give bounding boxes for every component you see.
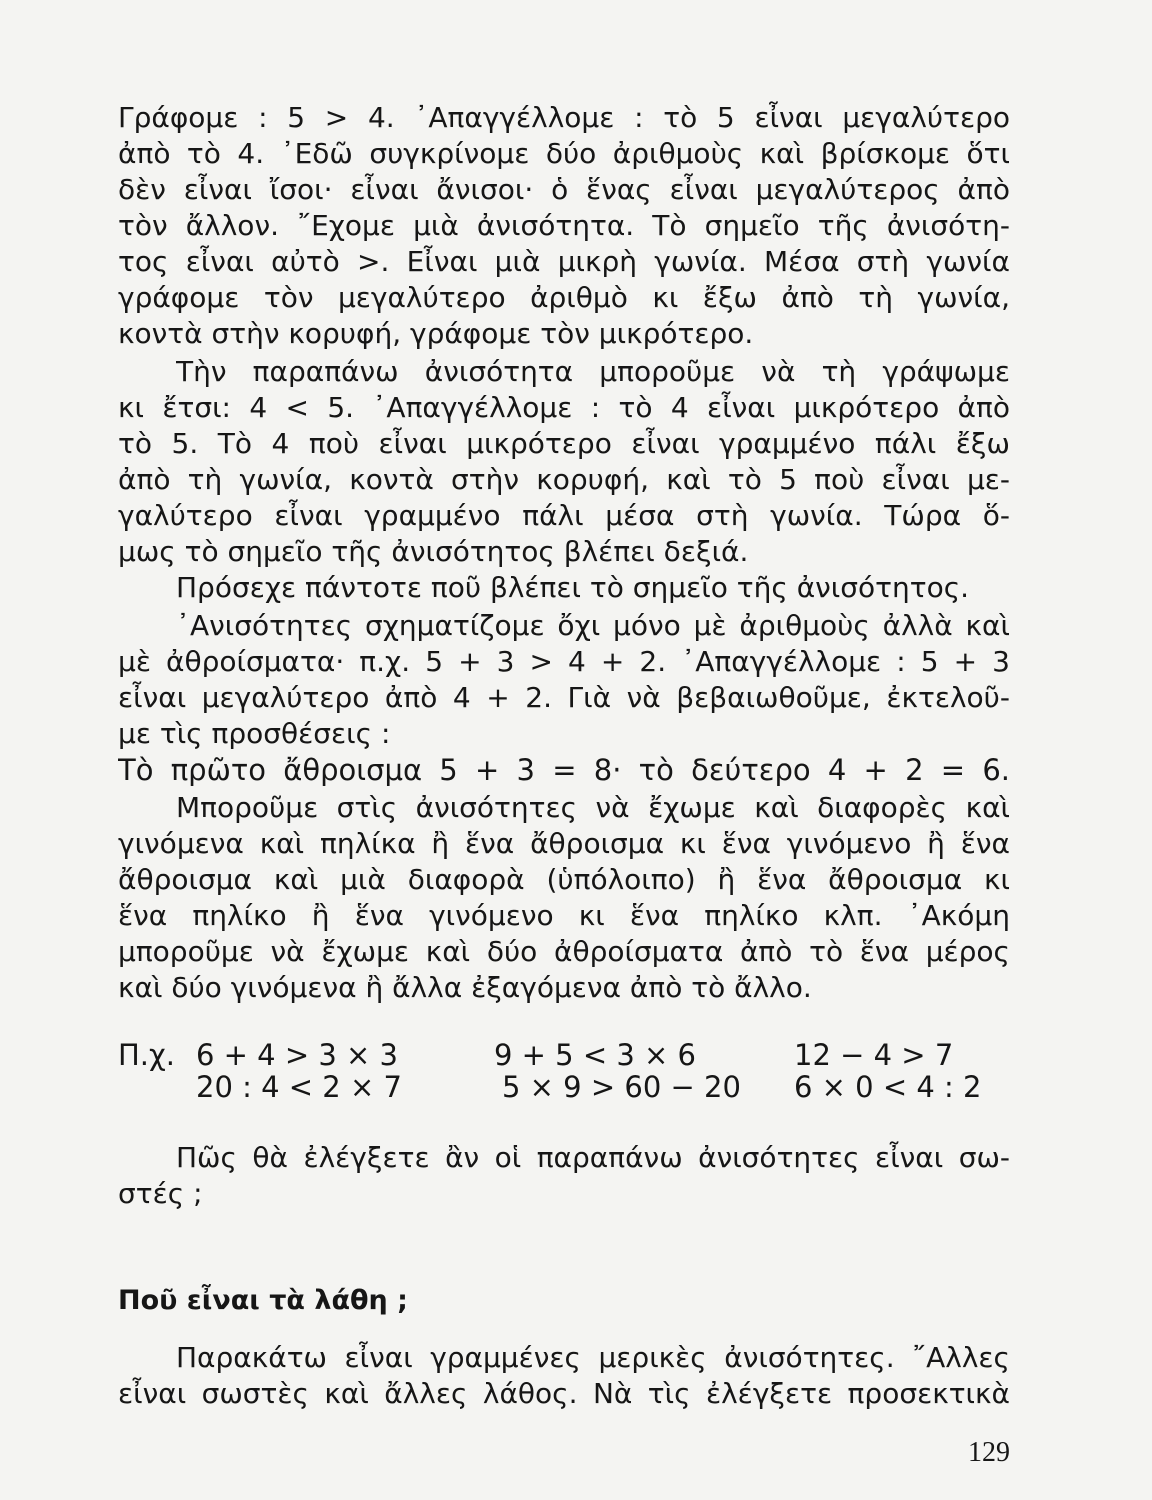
example-inequality: 5 × 9 > 60 − 20 [502,1070,741,1104]
text-line: στές ; [118,1177,203,1210]
text-line: γινόμενα καὶ πηλίκα ἢ ἕνα ἄθροισμα κι ἕνα γινόμενο ἢ ἕνα [118,827,1010,860]
text-line: Μποροῦμε στὶς ἀνισότητες νὰ ἔχωμε καὶ διαφορὲς καὶ [176,791,1010,824]
text-line: Γράφομε : 5 > 4. ᾿Απαγγέλλομε : τὸ 5 εἶναι μεγαλύτερο [118,101,1010,134]
text-line: ἕνα πηλίκο ἢ ἕνα γινόμενο κι ἕνα πηλίκο κλπ. ᾿Ακόμη [118,899,1010,932]
text-line: μως τὸ σημεῖο τῆς ἀνισότητος βλέπει δεξιά. [118,535,749,568]
example-inequality: 20 : 4 < 2 × 7 [196,1070,402,1104]
examples-label: Π.χ. [118,1038,175,1072]
text-line: Πῶς θὰ ἐλέγξετε ἂν οἱ παραπάνω ἀνισότητες εἶναι σω- [176,1141,1010,1174]
text-line: κοντὰ στὴν κορυφή, γράφομε τὸν μικρότερο. [118,317,754,350]
text-line: γαλύτερο εἶναι γραμμένο πάλι μέσα στὴ γωνία. Τώρα ὅ- [118,499,1010,532]
text-line: Τὴν παραπάνω ἀνισότητα μποροῦμε νὰ τὴ γράψωμε [176,355,1010,388]
section-heading: Ποῦ εἶναι τὰ λάθη ; [118,1285,408,1316]
text-line: εἶναι μεγαλύτερο ἀπὸ 4 + 2. Γιὰ νὰ βεβαιωθοῦμε, ἐκτελοῦ- [118,681,1010,714]
text-line: κι ἔτσι: 4 < 5. ᾿Απαγγέλλομε : τὸ 4 εἶναι μικρότερο ἀπὸ [118,391,1010,424]
text-line: ἀπὸ τὴ γωνία, κοντὰ στὴν κορυφή, καὶ τὸ 5 ποὺ εἶναι με- [118,463,1010,496]
text-line: ᾿Ανισότητες σχηματίζομε ὄχι μόνο μὲ ἀριθμοὺς ἀλλὰ καὶ [176,609,1010,642]
paragraph-5: Τὸ πρῶτο ἄθροισμα 5 + 3 = 8· τὸ δεύτερο 4 + 2 = 6. [118,753,1010,787]
text-line: με τὶς προσθέσεις : [118,717,391,750]
example-inequality: 6 × 0 < 4 : 2 [794,1070,982,1104]
example-inequality: 6 + 4 > 3 × 3 [196,1038,399,1072]
text-line: τὸν ἄλλον. ῎Εχομε μιὰ ἀνισότητα. Τὸ σημεῖο τῆς ἀνισότη- [118,209,1010,242]
text-line: δὲν εἶναι ἴσοι· εἶναι ἄνισοι· ὁ ἕνας εἶναι μεγαλύτερος ἀπὸ [118,173,1010,206]
examples-row-2 [118,1068,1010,1106]
text-line: τὸ 5. Τὸ 4 ποὺ εἶναι μικρότερο εἶναι γραμμένο πάλι ἔξω [118,427,1010,460]
text-line: μὲ ἀθροίσματα· π.χ. 5 + 3 > 4 + 2. ᾿Απαγγέλλομε : 5 + 3 [118,645,1010,678]
text-line: Παρακάτω εἶναι γραμμένες μερικὲς ἀνισότητες. ῎Αλλες [176,1341,1010,1374]
text-line: ἄθροισμα καὶ μιὰ διαφορὰ (ὑπόλοιπο) ἢ ἕνα ἄθροισμα κι [118,863,1010,896]
example-inequality: 9 + 5 < 3 × 6 [494,1038,697,1072]
text-line: μποροῦμε νὰ ἔχωμε καὶ δύο ἀθροίσματα ἀπὸ τὸ ἕνα μέρος [118,935,1010,968]
page-number: 129 [968,1437,1010,1468]
text-line: ἀπὸ τὸ 4. ᾿Εδῶ συγκρίνομε δύο ἀριθμοὺς καὶ βρίσκομε ὅτι [118,137,1010,170]
text-line: καὶ δύο γινόμενα ἢ ἄλλα ἐξαγόμενα ἀπὸ τὸ ἄλλο. [118,971,812,1004]
paragraph-3: Πρόσεχε πάντοτε ποῦ βλέπει τὸ σημεῖο τῆς ἀνισότητος. [176,571,970,604]
text-line: εἶναι σωστὲς καὶ ἄλλες λάθος. Νὰ τὶς ἐλέγξετε προσεκτικὰ [118,1377,1010,1410]
example-inequality: 12 − 4 > 7 [794,1038,954,1072]
text-line: γράφομε τὸν μεγαλύτερο ἀριθμὸ κι ἔξω ἀπὸ τὴ γωνία, [118,281,1010,314]
text-line: τος εἶναι αὐτὸ >. Εἶναι μιὰ μικρὴ γωνία. Μέσα στὴ γωνία [118,245,1010,278]
